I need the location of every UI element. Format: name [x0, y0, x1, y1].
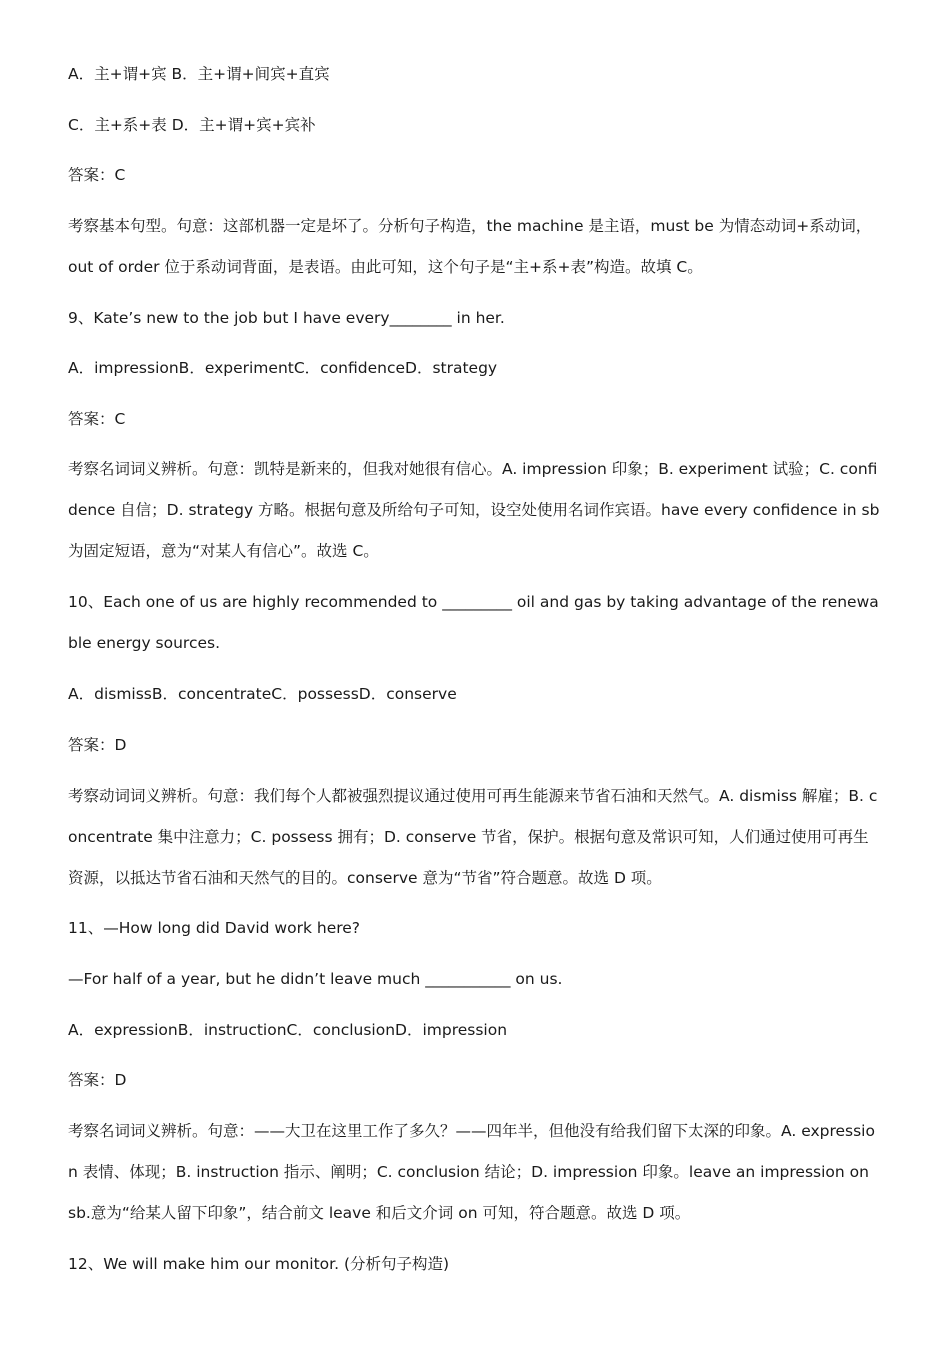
- q10-question: 10、Each one of us are highly recommended to _________ oil and gas by taking advantage of the renewable energy sources.: [68, 593, 879, 652]
- q9-options: A．impressionB．experimentC．confidenceD．strategy: [68, 359, 498, 377]
- q11-question-line1: 11、—How long did David work here?: [68, 919, 361, 937]
- q10-explanation: 考察动词词义辨析。句意：我们每个人都被强烈提议通过使用可再生能源来节省石油和天然气。A. dismiss 解雇；B. concentrate 集中注意力；C. possess 拥有；D. conserve 节省，保护。根据句意及常识可知，人们通过使用可再生资源，以抵达节省石油和天然气的目的。conserve 意为“节省”符合题意。故选 D 项。: [68, 787, 878, 887]
- q8-answer: 答案：C: [68, 166, 126, 184]
- q8-options-line2: C．主+系+表 D．主+谓+宾+宾补: [68, 116, 316, 134]
- q9-explanation: 考察名词词义辨析。句意：凯特是新来的，但我对她很有信心。A. impression 印象；B. experiment 试验；C. confidence 自信；D. strategy 方略。根据句意及所给句子可知，设空处使用名词作宾语。have every confidence in sb 为固定短语，意为“对某人有信心”。故选 C。: [68, 460, 880, 560]
- q11-explanation: 考察名词词义辨析。句意：——大卫在这里工作了多久？——四年半，但他没有给我们留下太深的印象。A. expression 表情、体现；B. instruction 指示、阐明；C. conclusion 结论；D. impression 印象。leave an impression on sb.意为“给某人留下印象”，结合前文 leave 和后文介词 on 可知，符合题意。故选 D 项。: [68, 1122, 875, 1222]
- q11-answer: 答案：D: [68, 1071, 127, 1089]
- q10-answer: 答案：D: [68, 736, 127, 754]
- q9-question: 9、Kate’s new to the job but I have every________ in her.: [68, 309, 505, 327]
- q12-question: 12、We will make him our monitor. (分析句子构造): [68, 1255, 450, 1273]
- q8-options-line1: A．主+谓+宾 B．主+谓+间宾+直宾: [68, 65, 330, 83]
- q10-options: A．dismissB．concentrateC．possessD．conserve: [68, 685, 457, 703]
- q9-answer: 答案：C: [68, 410, 126, 428]
- q11-question-line2: —For half of a year, but he didn’t leave much ___________ on us.: [68, 970, 563, 988]
- q8-explanation: 考察基本句型。句意：这部机器一定是坏了。分析句子构造，the machine 是主语，must be 为情态动词+系动词，out of order 位于系动词背面，是表语。由此可知，这个句子是“主+系+表”构造。故填 C。: [68, 217, 872, 276]
- q11-options: A．expressionB．instructionC．conclusionD．impression: [68, 1021, 508, 1039]
